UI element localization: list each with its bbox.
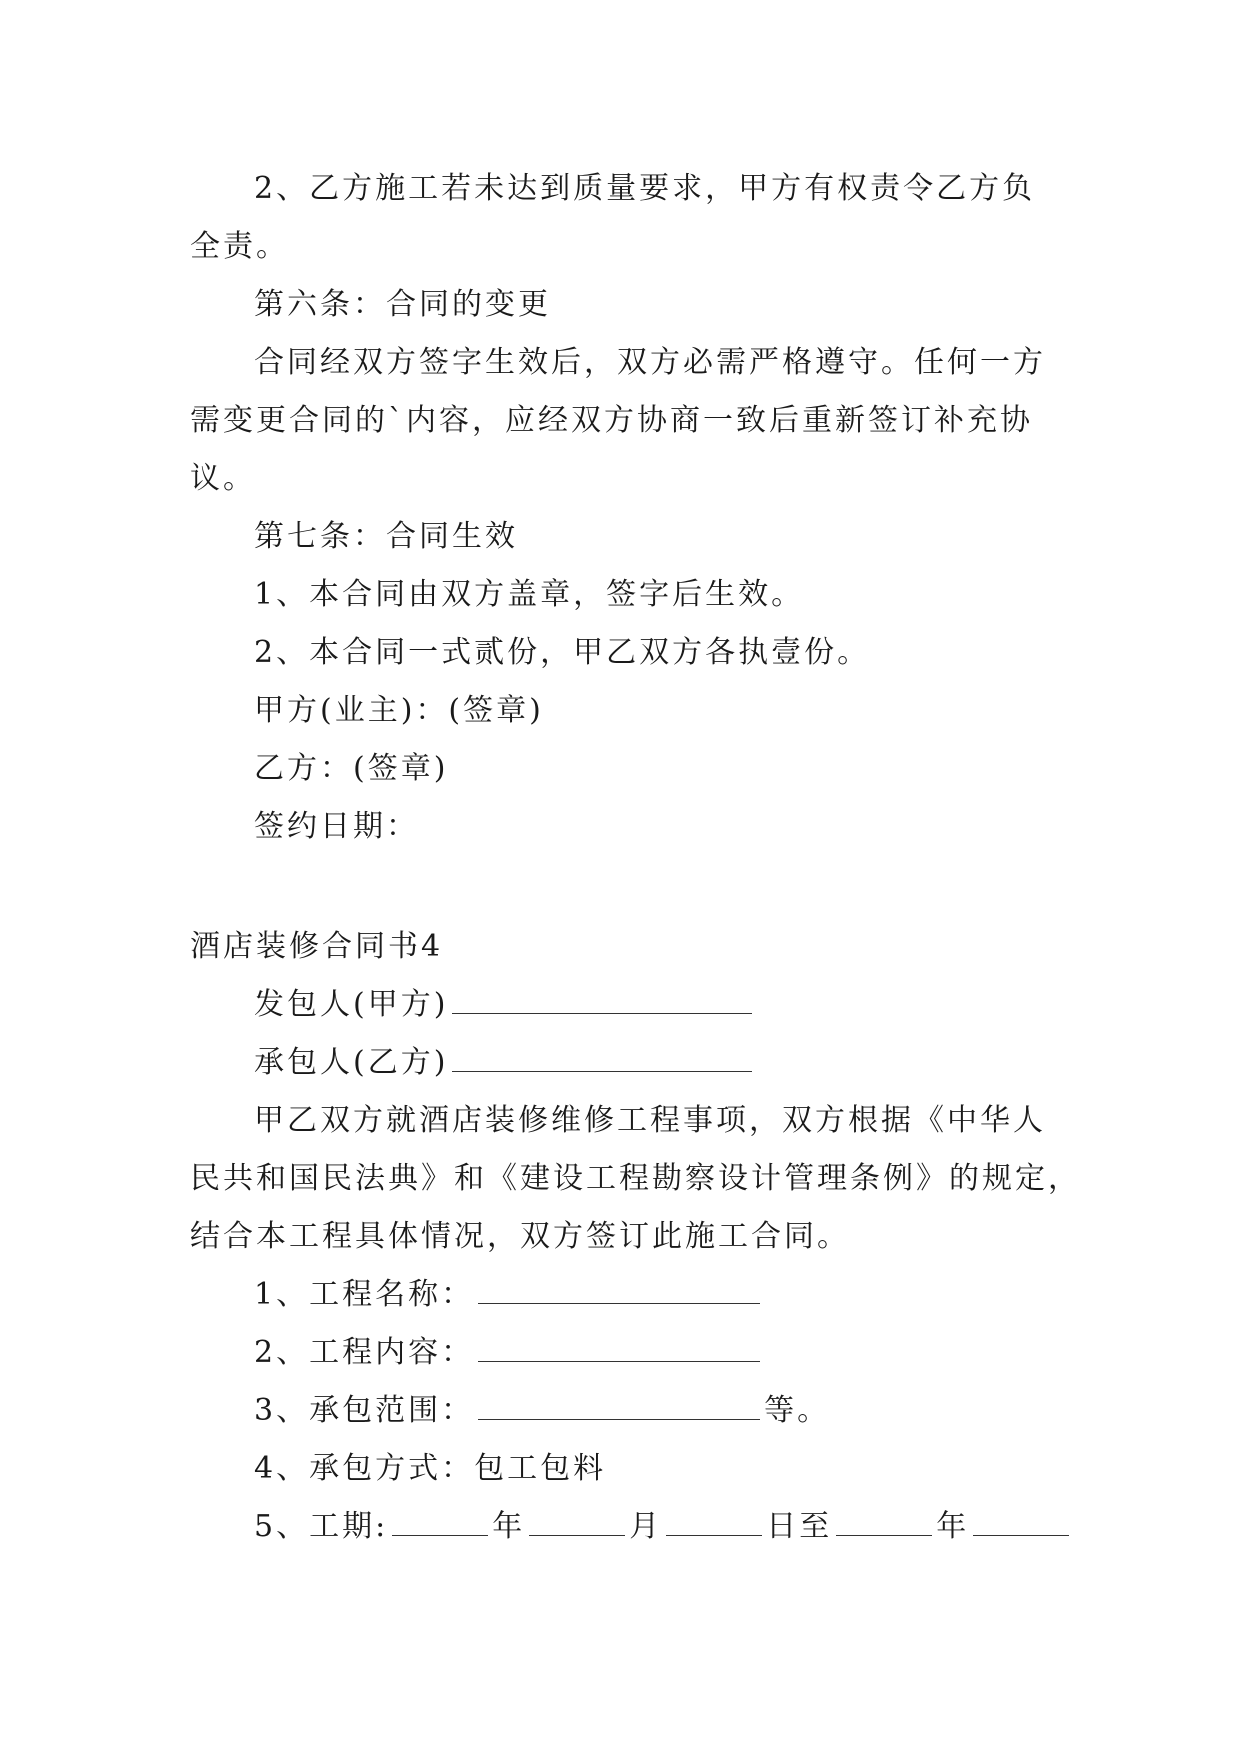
text-run: 结合本工程具体情况，双方签订此施工合同。 bbox=[190, 1219, 850, 1254]
text-run: 第六条：合同的变更 bbox=[254, 287, 551, 322]
document-body bbox=[190, 160, 1081, 1556]
fill-in-blank bbox=[973, 1505, 1069, 1536]
paragraph-line bbox=[190, 1150, 1081, 1208]
fill-in-blank bbox=[392, 1505, 488, 1536]
text-run: 合同经双方签字生效后，双方必需严格遵守。任何一方 bbox=[254, 345, 1046, 380]
fill-in-blank bbox=[478, 1331, 760, 1362]
contract-scope-line bbox=[190, 1382, 1050, 1440]
paragraph-line bbox=[190, 218, 1050, 276]
employer-line bbox=[190, 976, 1050, 1034]
text-run: 乙方：(签章) bbox=[254, 751, 449, 786]
text-run: 年 bbox=[936, 1509, 970, 1544]
text-run: 甲方(业主)：(签章) bbox=[254, 693, 544, 728]
text-run: 需变更合同的`内容，应经双方协商一致后重新签订补充协 bbox=[190, 403, 1033, 438]
fill-in-blank bbox=[452, 983, 752, 1014]
section-gap bbox=[190, 856, 1050, 918]
text-run: 2、乙方施工若未达到质量要求，甲方有权责令乙方负 bbox=[254, 171, 1036, 206]
paragraph-line bbox=[190, 566, 1050, 624]
fill-in-blank bbox=[452, 1041, 752, 1072]
signature-line-party-b bbox=[190, 740, 1050, 798]
text-run: 酒店装修合同书4 bbox=[190, 929, 444, 964]
fill-in-blank bbox=[529, 1505, 625, 1536]
section-heading bbox=[190, 508, 1050, 566]
project-content-line bbox=[190, 1324, 1050, 1382]
paragraph-line bbox=[190, 1092, 1050, 1150]
text-run: 发包人(甲方) bbox=[254, 987, 449, 1022]
text-run: 1、本合同由双方盖章，签字后生效。 bbox=[254, 577, 805, 612]
section-heading bbox=[190, 276, 1050, 334]
text-run: 2、本合同一式贰份，甲乙双方各执壹份。 bbox=[254, 635, 871, 670]
text-run: 4、承包方式：包工包料 bbox=[254, 1451, 607, 1486]
document-title bbox=[190, 918, 1050, 976]
paragraph-line bbox=[190, 624, 1050, 682]
text-run: 承包人(乙方) bbox=[254, 1045, 449, 1080]
text-run: 1、工程名称： bbox=[254, 1277, 475, 1312]
paragraph-line bbox=[190, 392, 1050, 450]
fill-in-blank bbox=[478, 1389, 760, 1420]
contract-method-line bbox=[190, 1440, 1050, 1498]
text-run: 签约日期： bbox=[254, 809, 419, 844]
text-run: 议。 bbox=[190, 461, 256, 496]
paragraph-line bbox=[190, 1208, 1050, 1266]
text-run: 2、工程内容： bbox=[254, 1335, 475, 1370]
paragraph-line bbox=[190, 450, 1050, 508]
text-run: 全责。 bbox=[190, 229, 289, 264]
project-name-line bbox=[190, 1266, 1050, 1324]
text-run: 等。 bbox=[764, 1393, 831, 1428]
text-run: 5、工期: bbox=[254, 1509, 389, 1544]
text-run: 月 bbox=[629, 1509, 663, 1544]
signature-line-party-a bbox=[190, 682, 1050, 740]
fill-in-blank bbox=[836, 1505, 932, 1536]
fill-in-blank bbox=[478, 1273, 760, 1304]
text-run: 年 bbox=[492, 1509, 526, 1544]
text-run: 3、承包范围： bbox=[254, 1393, 475, 1428]
fill-in-blank bbox=[666, 1505, 762, 1536]
signing-date-line bbox=[190, 798, 1050, 856]
text-run: 甲乙双方就酒店装修维修工程事项，双方根据《中华人 bbox=[254, 1103, 1046, 1138]
construction-period-line bbox=[190, 1498, 1050, 1556]
contractor-line bbox=[190, 1034, 1050, 1092]
text-run: 日至 bbox=[766, 1509, 833, 1544]
text-run: 第七条：合同生效 bbox=[254, 519, 518, 554]
paragraph-line bbox=[190, 334, 1050, 392]
text-run: 民共和国民法典》和《建设工程勘察设计管理条例》的规定， bbox=[190, 1161, 1081, 1196]
paragraph-line bbox=[190, 160, 1050, 218]
